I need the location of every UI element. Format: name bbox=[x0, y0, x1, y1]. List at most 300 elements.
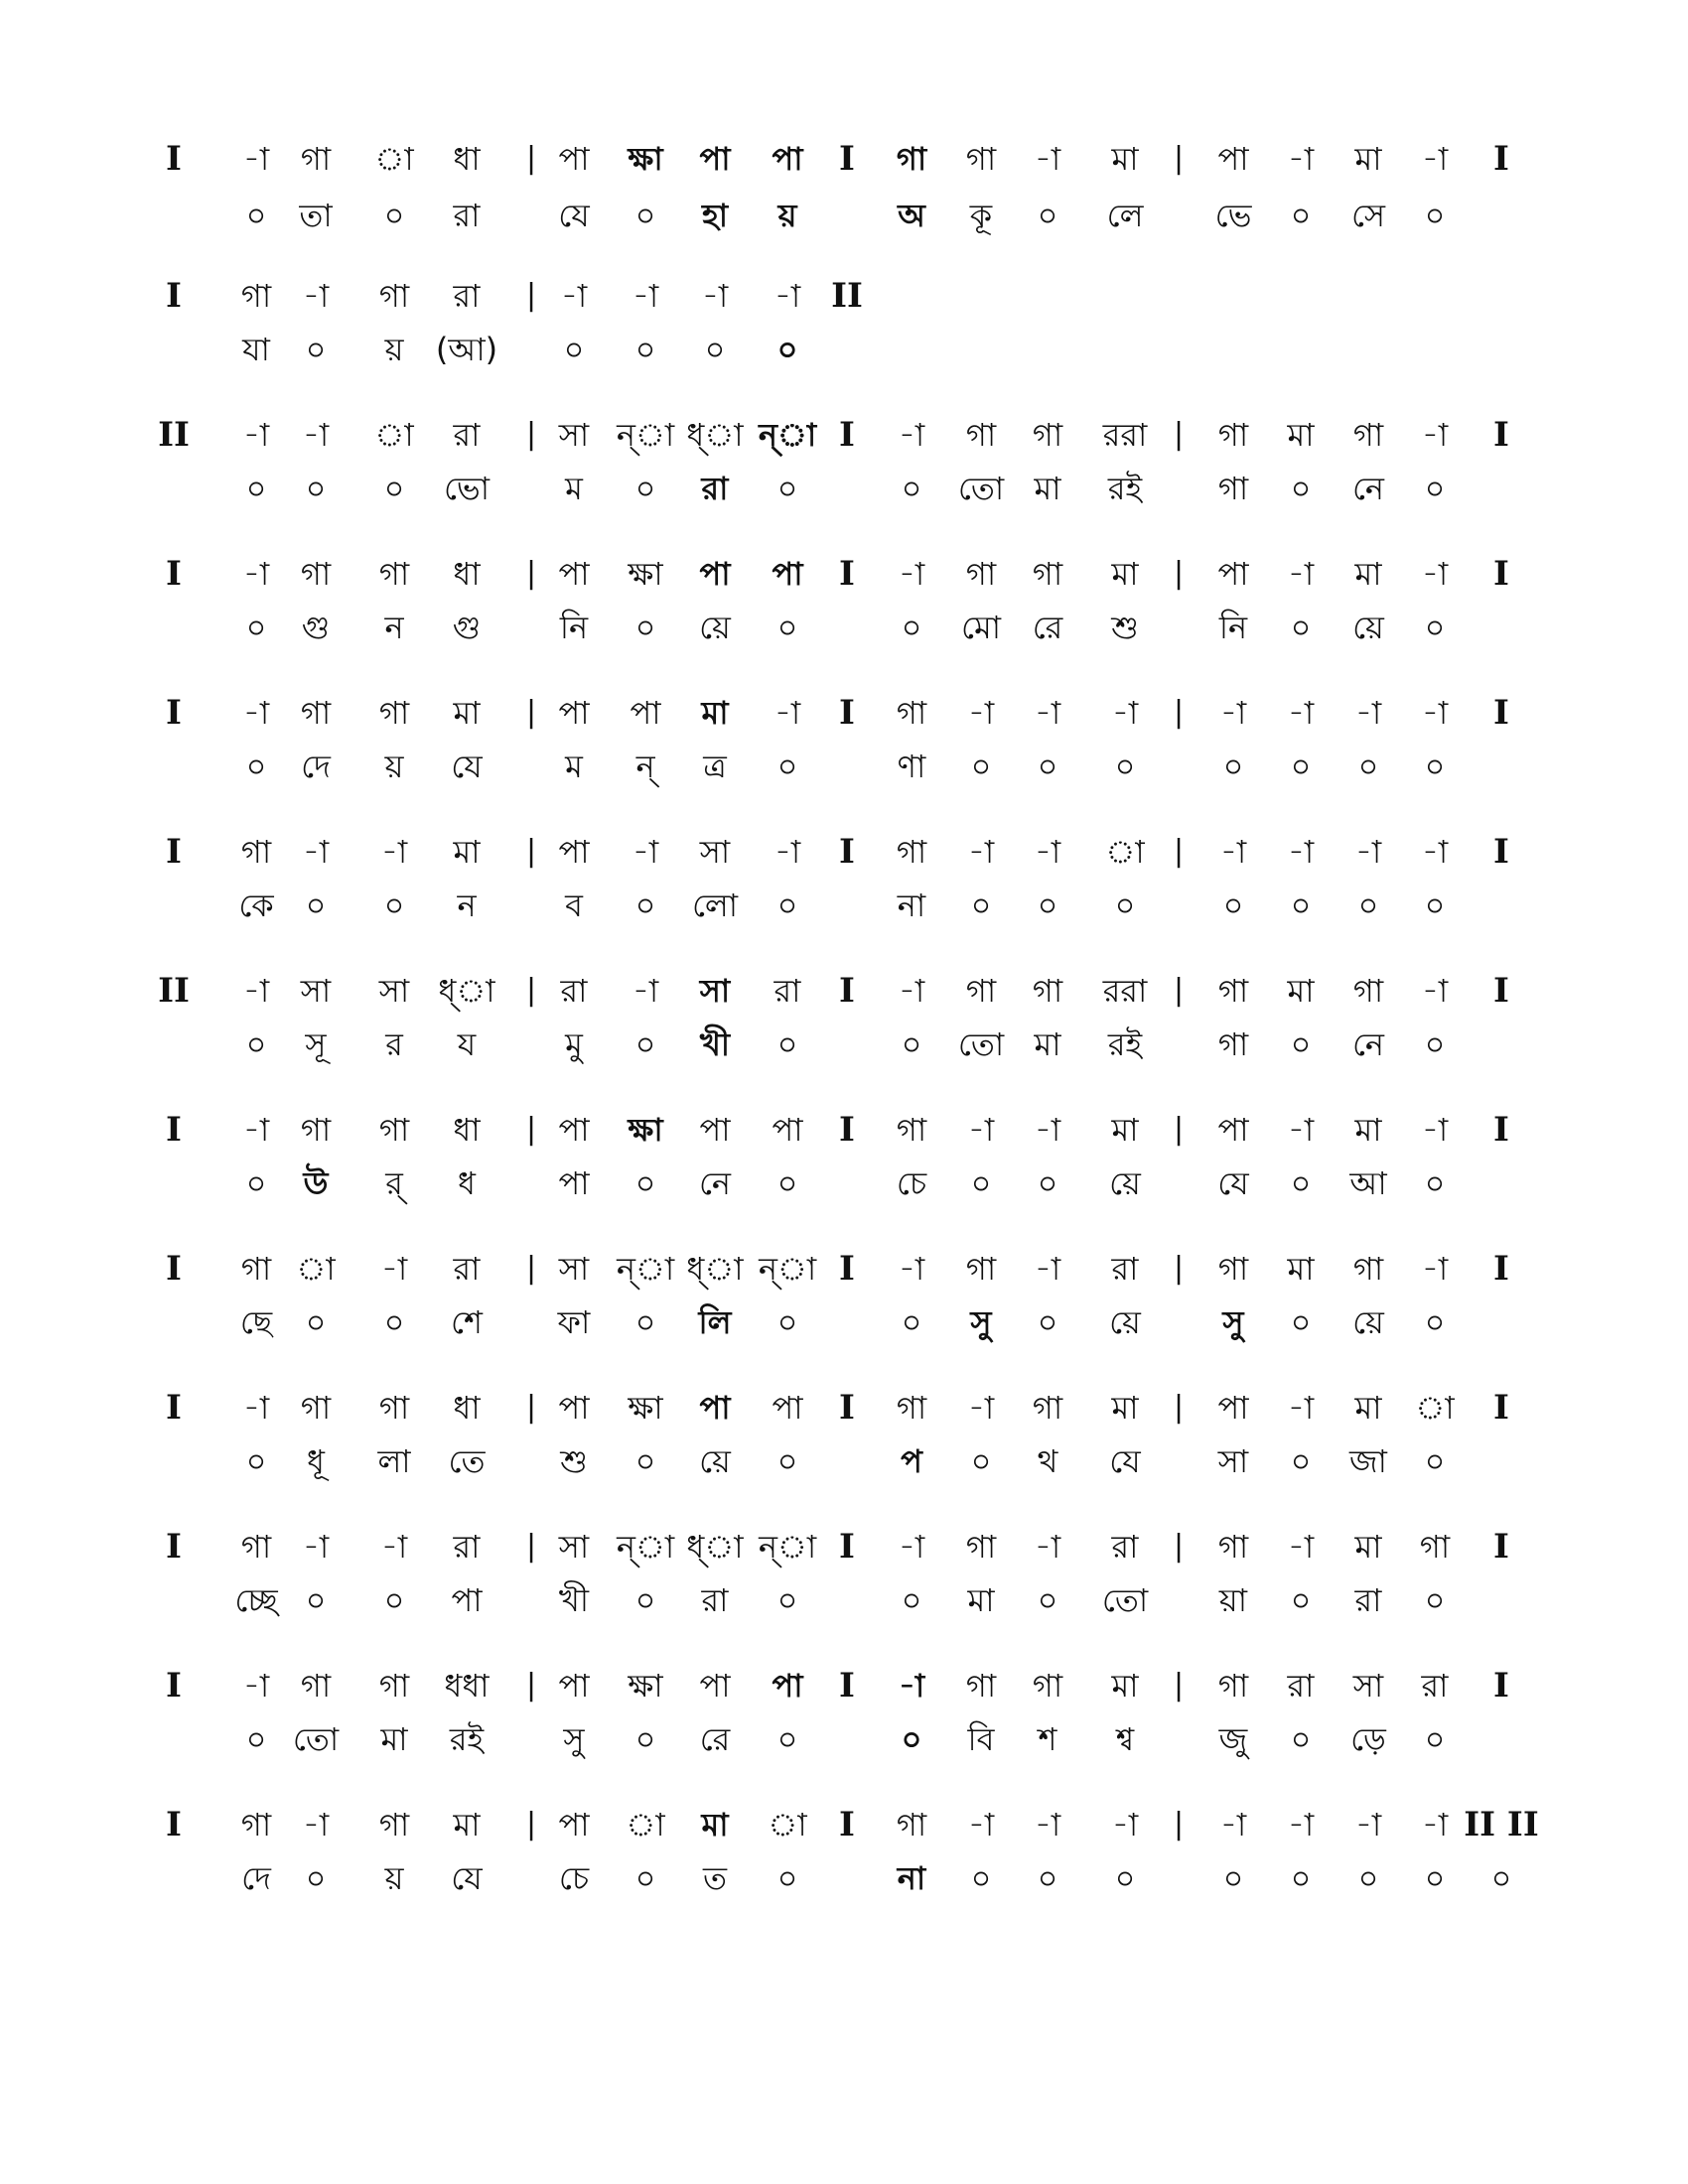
lyric-syllable: নি bbox=[559, 609, 589, 646]
swara-token: মা bbox=[1354, 140, 1382, 178]
lyric-syllable: ০ bbox=[383, 197, 405, 234]
lyric-syllable: মা bbox=[967, 1581, 995, 1619]
lyric-syllable: ০ bbox=[634, 197, 656, 234]
swara-token: গা bbox=[300, 694, 332, 732]
lyric-syllable: ন bbox=[384, 609, 404, 646]
lyric-syllable: পা bbox=[451, 1581, 483, 1619]
bar-line: I bbox=[839, 832, 855, 872]
beat-divider: | bbox=[1173, 1668, 1185, 1703]
lyric-line bbox=[0, 737, 1688, 796]
lyric-line bbox=[0, 459, 1688, 518]
swara-token: পা bbox=[558, 1389, 590, 1427]
bar-line: II bbox=[158, 415, 190, 455]
swara-token: -া bbox=[1034, 1250, 1061, 1288]
beat-divider: | bbox=[525, 556, 537, 591]
lyric-syllable: নে bbox=[1351, 1025, 1385, 1063]
swara-token: ধা bbox=[453, 1389, 481, 1427]
bar-line: I bbox=[839, 1110, 855, 1150]
lyric-syllable: চ্ছে bbox=[234, 1581, 278, 1619]
swara-token: -া bbox=[1354, 1806, 1382, 1843]
lyric-syllable: ০ bbox=[563, 331, 585, 368]
lyric-syllable: যা bbox=[242, 331, 270, 368]
swara-token: -া bbox=[1421, 1250, 1449, 1288]
bar-line: I bbox=[166, 1527, 182, 1567]
swara-token: মা bbox=[1111, 1111, 1139, 1149]
lyric-syllable: ০ bbox=[1424, 887, 1446, 924]
lyric-syllable: শে bbox=[451, 1303, 483, 1341]
swara-token: -া bbox=[242, 972, 270, 1010]
swara-token: গা bbox=[896, 1806, 927, 1843]
notation-line bbox=[0, 1378, 1688, 1437]
swara-token: -া bbox=[242, 694, 270, 732]
swara-token: -া bbox=[774, 833, 801, 871]
lyric-syllable: যে bbox=[1109, 1442, 1141, 1480]
swara-token: রা bbox=[453, 277, 481, 315]
lyric-syllable: যে bbox=[451, 748, 483, 785]
lyric-syllable: ০ bbox=[1290, 1164, 1312, 1202]
swara-token: -া bbox=[242, 1111, 270, 1149]
swara-token: পা bbox=[558, 1806, 590, 1843]
lyric-syllable: রই bbox=[449, 1720, 485, 1758]
swara-token: -া bbox=[967, 833, 995, 871]
swara-token: গা bbox=[1419, 1528, 1451, 1566]
swara-token: -া bbox=[302, 1528, 330, 1566]
swara-token: -া bbox=[898, 416, 925, 454]
lyric-syllable: ব bbox=[565, 887, 583, 924]
lyric-syllable: ০ bbox=[245, 609, 267, 646]
swara-token: রা bbox=[1287, 1667, 1315, 1705]
lyric-syllable: ০ bbox=[1424, 197, 1446, 234]
beat-divider: | bbox=[525, 1112, 537, 1147]
lyric-syllable: র্ bbox=[385, 1164, 403, 1202]
lyric-syllable: ০ bbox=[1222, 887, 1244, 924]
swara-token: গা bbox=[1032, 1389, 1063, 1427]
swara-token: গা bbox=[378, 555, 410, 593]
lyric-syllable: ০ bbox=[1290, 1581, 1312, 1619]
swara-token: -া bbox=[632, 972, 659, 1010]
lyric-syllable: ০ bbox=[776, 1859, 798, 1897]
lyric-syllable: ০ bbox=[901, 1025, 922, 1063]
lyric-syllable: ০ bbox=[383, 1581, 405, 1619]
lyric-syllable: ন্ bbox=[635, 748, 655, 785]
swara-token: ক্ষা bbox=[628, 1111, 663, 1149]
lyric-syllable: রে bbox=[699, 1720, 731, 1758]
lyric-syllable: নি bbox=[1218, 609, 1248, 646]
swara-token: গা bbox=[965, 1667, 997, 1705]
lyric-syllable: ০ bbox=[634, 470, 656, 507]
swara-token: রা bbox=[560, 972, 588, 1010]
beat-divider: | bbox=[1173, 1390, 1185, 1425]
swara-token: -া bbox=[242, 416, 270, 454]
lyric-syllable: ফা bbox=[557, 1303, 591, 1341]
lyric-syllable: সু bbox=[970, 1303, 992, 1341]
swara-token: -া bbox=[898, 972, 925, 1010]
lyric-syllable: রই bbox=[1107, 1025, 1143, 1063]
lyric-syllable: তা bbox=[299, 197, 333, 234]
swara-token: গা bbox=[300, 1111, 332, 1149]
lyric-line bbox=[0, 876, 1688, 935]
swara-token: -া bbox=[774, 694, 801, 732]
lyric-syllable: পা bbox=[558, 1164, 590, 1202]
lyric-syllable: ০ bbox=[634, 1164, 656, 1202]
beat-divider: | bbox=[525, 1807, 537, 1842]
lyric-syllable: য়ে bbox=[699, 1442, 731, 1480]
lyric-syllable: ০ bbox=[776, 1164, 798, 1202]
swara-token: মা bbox=[1354, 555, 1382, 593]
swara-token: পা bbox=[699, 555, 731, 593]
lyric-syllable: য় bbox=[777, 197, 797, 234]
swara-token: -া bbox=[1421, 1111, 1449, 1149]
swara-token: গা bbox=[1352, 1250, 1384, 1288]
notation-line bbox=[0, 405, 1688, 465]
notation-line bbox=[0, 1239, 1688, 1298]
lyric-syllable: ০ bbox=[1290, 470, 1312, 507]
swara-token: গা bbox=[1217, 972, 1249, 1010]
lyric-syllable: য়া bbox=[1218, 1581, 1248, 1619]
bar-line: I bbox=[1493, 415, 1509, 455]
swara-token: মা bbox=[1111, 140, 1139, 178]
lyric-syllable: জা bbox=[1349, 1442, 1387, 1480]
lyric-syllable: ০ bbox=[1222, 748, 1244, 785]
lyric-syllable: য bbox=[457, 1025, 477, 1063]
lyric-syllable: ০ bbox=[970, 1442, 992, 1480]
swara-token: া bbox=[768, 1806, 807, 1843]
swara-token: পা bbox=[772, 1667, 803, 1705]
lyric-syllable: ০ bbox=[634, 887, 656, 924]
lyric-syllable: ০ bbox=[1290, 748, 1312, 785]
beat-divider: | bbox=[525, 1529, 537, 1564]
swara-token: মা bbox=[453, 694, 481, 732]
swara-token: গা bbox=[240, 1250, 272, 1288]
lyric-line bbox=[0, 1154, 1688, 1213]
swara-token: -া bbox=[1421, 140, 1449, 178]
swara-token: সা bbox=[699, 972, 731, 1010]
swara-token: রা bbox=[453, 416, 481, 454]
swara-token: -া bbox=[967, 1111, 995, 1149]
swara-token: গা bbox=[378, 1667, 410, 1705]
lyric-syllable: লা bbox=[377, 1442, 411, 1480]
swara-token: সা bbox=[1352, 1667, 1384, 1705]
swara-token: রা bbox=[1111, 1250, 1139, 1288]
swara-token: -া bbox=[1034, 140, 1061, 178]
notation-line bbox=[0, 1656, 1688, 1715]
lyric-syllable: গা bbox=[1217, 470, 1249, 507]
swara-token: া bbox=[1415, 1389, 1455, 1427]
lyric-syllable: ০ bbox=[383, 887, 405, 924]
bar-line: I bbox=[166, 693, 182, 733]
lyric-syllable: কূ bbox=[969, 197, 993, 234]
lyric-syllable: য় bbox=[384, 331, 404, 368]
lyric-syllable: যে bbox=[451, 1859, 483, 1897]
swara-token: ন্া bbox=[758, 1528, 817, 1566]
lyric-syllable: ০ bbox=[1424, 470, 1446, 507]
swara-token: -া bbox=[967, 694, 995, 732]
lyric-syllable: ০ bbox=[1424, 1720, 1446, 1758]
swara-token: গা bbox=[378, 277, 410, 315]
swara-token: গা bbox=[1217, 1528, 1249, 1566]
bar-line: I bbox=[839, 1527, 855, 1567]
bar-line: II bbox=[158, 971, 190, 1011]
swara-token: ক্ষা bbox=[628, 1389, 663, 1427]
swara-token: -া bbox=[1219, 833, 1247, 871]
swara-token: গা bbox=[378, 1111, 410, 1149]
swara-token: -া bbox=[1287, 694, 1315, 732]
lyric-syllable: ০ bbox=[1114, 1859, 1136, 1897]
lyric-syllable: রা bbox=[701, 1581, 729, 1619]
lyric-syllable: তে bbox=[448, 1442, 486, 1480]
beat-divider: | bbox=[1173, 556, 1185, 591]
swara-token: মা bbox=[453, 833, 481, 871]
swara-token: ক্ষা bbox=[628, 140, 663, 178]
swara-token: পা bbox=[630, 694, 661, 732]
beat-divider: | bbox=[1173, 834, 1185, 869]
lyric-syllable: য় bbox=[384, 748, 404, 785]
lyric-syllable: তো bbox=[957, 1025, 1005, 1063]
swara-token: গা bbox=[300, 555, 332, 593]
swara-token: ন্া bbox=[616, 416, 675, 454]
bar-line: I bbox=[1493, 971, 1509, 1011]
lyric-syllable: ০ bbox=[1424, 1303, 1446, 1341]
beat-divider: | bbox=[525, 834, 537, 869]
bar-line: I bbox=[166, 1110, 182, 1150]
lyric-syllable: ০ bbox=[1490, 1859, 1512, 1897]
lyric-syllable: ০ bbox=[383, 1303, 405, 1341]
lyric-syllable: ০ bbox=[776, 331, 798, 368]
notation-line bbox=[0, 1517, 1688, 1576]
swara-token: সা bbox=[300, 972, 332, 1010]
lyric-syllable: ০ bbox=[776, 470, 798, 507]
swara-token: পা bbox=[558, 140, 590, 178]
bar-line: I bbox=[839, 1249, 855, 1289]
swara-token: -া bbox=[1219, 1806, 1247, 1843]
swara-token: ন্া bbox=[616, 1250, 675, 1288]
swara-token: রা bbox=[1421, 1667, 1449, 1705]
beat-divider: | bbox=[1173, 1529, 1185, 1564]
swara-token: গা bbox=[1217, 416, 1249, 454]
swara-token: ধধা bbox=[444, 1667, 490, 1705]
lyric-line bbox=[0, 1848, 1688, 1908]
lyric-syllable: ০ bbox=[245, 1442, 267, 1480]
swara-token: ধ্া bbox=[438, 972, 495, 1010]
lyric-syllable: ০ bbox=[305, 1303, 327, 1341]
notation-line bbox=[0, 266, 1688, 326]
swara-token: -া bbox=[632, 277, 659, 315]
bar-line: II bbox=[831, 276, 863, 316]
swara-token: সা bbox=[558, 416, 590, 454]
lyric-syllable: য়ে bbox=[699, 609, 731, 646]
swara-token: মা bbox=[1111, 1667, 1139, 1705]
bar-line: I bbox=[1493, 139, 1509, 179]
swara-token: সা bbox=[558, 1250, 590, 1288]
bar-line: I bbox=[839, 1805, 855, 1844]
lyric-syllable: ০ bbox=[305, 1859, 327, 1897]
swara-token: -া bbox=[1034, 1111, 1061, 1149]
notation-line bbox=[0, 129, 1688, 189]
swara-token: মা bbox=[453, 1806, 481, 1843]
swara-token: মা bbox=[1287, 416, 1315, 454]
lyric-syllable: ভে bbox=[1214, 197, 1252, 234]
lyric-syllable: ড়ে bbox=[1350, 1720, 1386, 1758]
swara-token: গা bbox=[378, 1806, 410, 1843]
lyric-syllable: চে bbox=[558, 1859, 590, 1897]
swara-token: -া bbox=[242, 1667, 270, 1705]
swara-token: ক্ষা bbox=[628, 555, 663, 593]
lyric-syllable: ০ bbox=[1357, 1859, 1379, 1897]
lyric-syllable: ০ bbox=[1037, 887, 1058, 924]
swara-token: গা bbox=[896, 1389, 927, 1427]
beat-divider: | bbox=[1173, 1112, 1185, 1147]
lyric-syllable: ০ bbox=[305, 887, 327, 924]
swara-token: মা bbox=[1354, 1389, 1382, 1427]
lyric-syllable: ম bbox=[565, 470, 583, 507]
swara-token: গা bbox=[896, 833, 927, 871]
lyric-syllable: ০ bbox=[634, 1442, 656, 1480]
lyric-syllable: ০ bbox=[1290, 197, 1312, 234]
lyric-syllable: ০ bbox=[901, 1303, 922, 1341]
swara-token: -া bbox=[242, 555, 270, 593]
lyric-syllable: ০ bbox=[1037, 1859, 1058, 1897]
swara-token: পা bbox=[558, 1667, 590, 1705]
lyric-line bbox=[0, 1709, 1688, 1769]
swara-token: গা bbox=[1352, 972, 1384, 1010]
swara-token: পা bbox=[1217, 555, 1249, 593]
swara-token: গা bbox=[965, 1250, 997, 1288]
lyric-syllable: নে bbox=[698, 1164, 732, 1202]
swara-token: গা bbox=[1032, 1667, 1063, 1705]
lyric-syllable: রে bbox=[1032, 609, 1063, 646]
lyric-syllable: ০ bbox=[1114, 748, 1136, 785]
lyric-syllable: জু bbox=[1218, 1720, 1248, 1758]
lyric-syllable: মা bbox=[1034, 1025, 1061, 1063]
swara-token: -া bbox=[1111, 1806, 1139, 1843]
lyric-syllable: ০ bbox=[634, 1303, 656, 1341]
lyric-syllable: য়ে bbox=[1352, 609, 1384, 646]
swara-token: সা bbox=[378, 972, 410, 1010]
swara-token: পা bbox=[699, 1111, 731, 1149]
lyric-syllable: য়ে bbox=[1109, 1164, 1141, 1202]
swara-token: া bbox=[374, 140, 414, 178]
swara-token: গা bbox=[378, 1389, 410, 1427]
beat-divider: | bbox=[525, 417, 537, 452]
swara-token: -া bbox=[1111, 694, 1139, 732]
lyric-syllable: গু bbox=[452, 609, 482, 646]
swara-token: রা bbox=[453, 1250, 481, 1288]
swara-token: -া bbox=[302, 1806, 330, 1843]
notation-line bbox=[0, 961, 1688, 1021]
swara-token: -া bbox=[1421, 555, 1449, 593]
lyric-syllable: মো bbox=[960, 609, 1002, 646]
lyric-syllable: ০ bbox=[776, 1720, 798, 1758]
beat-divider: | bbox=[1173, 1251, 1185, 1286]
lyric-syllable: ০ bbox=[634, 1581, 656, 1619]
swara-token: -া bbox=[898, 1528, 925, 1566]
lyric-line bbox=[0, 1015, 1688, 1074]
swara-token: গা bbox=[965, 1528, 997, 1566]
swara-token: মা bbox=[701, 1806, 729, 1843]
swara-token: -া bbox=[1287, 1389, 1315, 1427]
lyric-syllable: ০ bbox=[1290, 1720, 1312, 1758]
lyric-syllable: শু bbox=[560, 1442, 588, 1480]
lyric-syllable: ০ bbox=[305, 331, 327, 368]
beat-divider: | bbox=[525, 278, 537, 313]
bar-line: I bbox=[839, 415, 855, 455]
bar-line: I bbox=[166, 832, 182, 872]
lyric-syllable: বি bbox=[967, 1720, 995, 1758]
lyric-syllable: মা bbox=[1034, 470, 1061, 507]
bar-line: I bbox=[166, 1388, 182, 1428]
bar-line: I bbox=[166, 139, 182, 179]
swara-token: মা bbox=[701, 694, 729, 732]
swara-token: -া bbox=[1421, 1806, 1449, 1843]
lyric-syllable: ০ bbox=[901, 609, 922, 646]
lyric-syllable: লো bbox=[691, 887, 739, 924]
swara-token: মা bbox=[1111, 1389, 1139, 1427]
lyric-syllable: সা bbox=[1217, 1442, 1249, 1480]
swara-token: গা bbox=[1217, 1667, 1249, 1705]
lyric-syllable: ০ bbox=[305, 470, 327, 507]
bar-line: I bbox=[1493, 1666, 1509, 1706]
lyric-syllable: ন bbox=[457, 887, 477, 924]
swara-token: পা bbox=[699, 140, 731, 178]
lyric-syllable: ০ bbox=[970, 887, 992, 924]
swara-token: -া bbox=[1287, 833, 1315, 871]
swara-token: পা bbox=[558, 833, 590, 871]
lyric-syllable: ০ bbox=[1424, 748, 1446, 785]
lyric-syllable: ০ bbox=[1357, 748, 1379, 785]
swara-token: -া bbox=[1034, 1528, 1061, 1566]
bar-line: I bbox=[166, 1805, 182, 1844]
swara-token: গা bbox=[965, 972, 997, 1010]
swara-token: রা bbox=[453, 1528, 481, 1566]
lyric-syllable: ০ bbox=[776, 609, 798, 646]
lyric-syllable: ০ bbox=[776, 1442, 798, 1480]
lyric-syllable: ০ bbox=[1424, 609, 1446, 646]
lyric-syllable: ণা bbox=[897, 748, 926, 785]
swara-token: ন্া bbox=[758, 416, 817, 454]
lyric-syllable: খী bbox=[558, 1581, 590, 1619]
swara-token: -া bbox=[967, 1389, 995, 1427]
lyric-syllable: শু bbox=[1111, 609, 1139, 646]
lyric-syllable: রা bbox=[701, 470, 729, 507]
lyric-syllable: ০ bbox=[1424, 1442, 1446, 1480]
swara-token: গা bbox=[965, 555, 997, 593]
notation-line bbox=[0, 544, 1688, 604]
lyric-syllable: ০ bbox=[1290, 1859, 1312, 1897]
swara-token: -া bbox=[1287, 1806, 1315, 1843]
swara-token: ররা bbox=[1102, 416, 1148, 454]
swara-token: -া bbox=[967, 1806, 995, 1843]
lyric-syllable: না bbox=[897, 887, 926, 924]
lyric-syllable: ০ bbox=[704, 331, 726, 368]
swara-token: পা bbox=[772, 1389, 803, 1427]
swara-token: -া bbox=[302, 277, 330, 315]
beat-divider: | bbox=[1173, 417, 1185, 452]
swara-token: -া bbox=[380, 1528, 408, 1566]
swara-token: সা bbox=[699, 833, 731, 871]
bar-line: I bbox=[839, 554, 855, 594]
lyric-syllable: ০ bbox=[901, 470, 922, 507]
swara-token: গা bbox=[1032, 972, 1063, 1010]
lyric-line bbox=[0, 186, 1688, 245]
bar-line: II II bbox=[1464, 1805, 1539, 1844]
swara-token: পা bbox=[772, 140, 803, 178]
swara-token: পা bbox=[1217, 1389, 1249, 1427]
swara-token: গা bbox=[240, 833, 272, 871]
swara-token: -া bbox=[1034, 1806, 1061, 1843]
bar-line: I bbox=[1493, 832, 1509, 872]
bar-line: I bbox=[166, 1666, 182, 1706]
bar-line: I bbox=[1493, 554, 1509, 594]
